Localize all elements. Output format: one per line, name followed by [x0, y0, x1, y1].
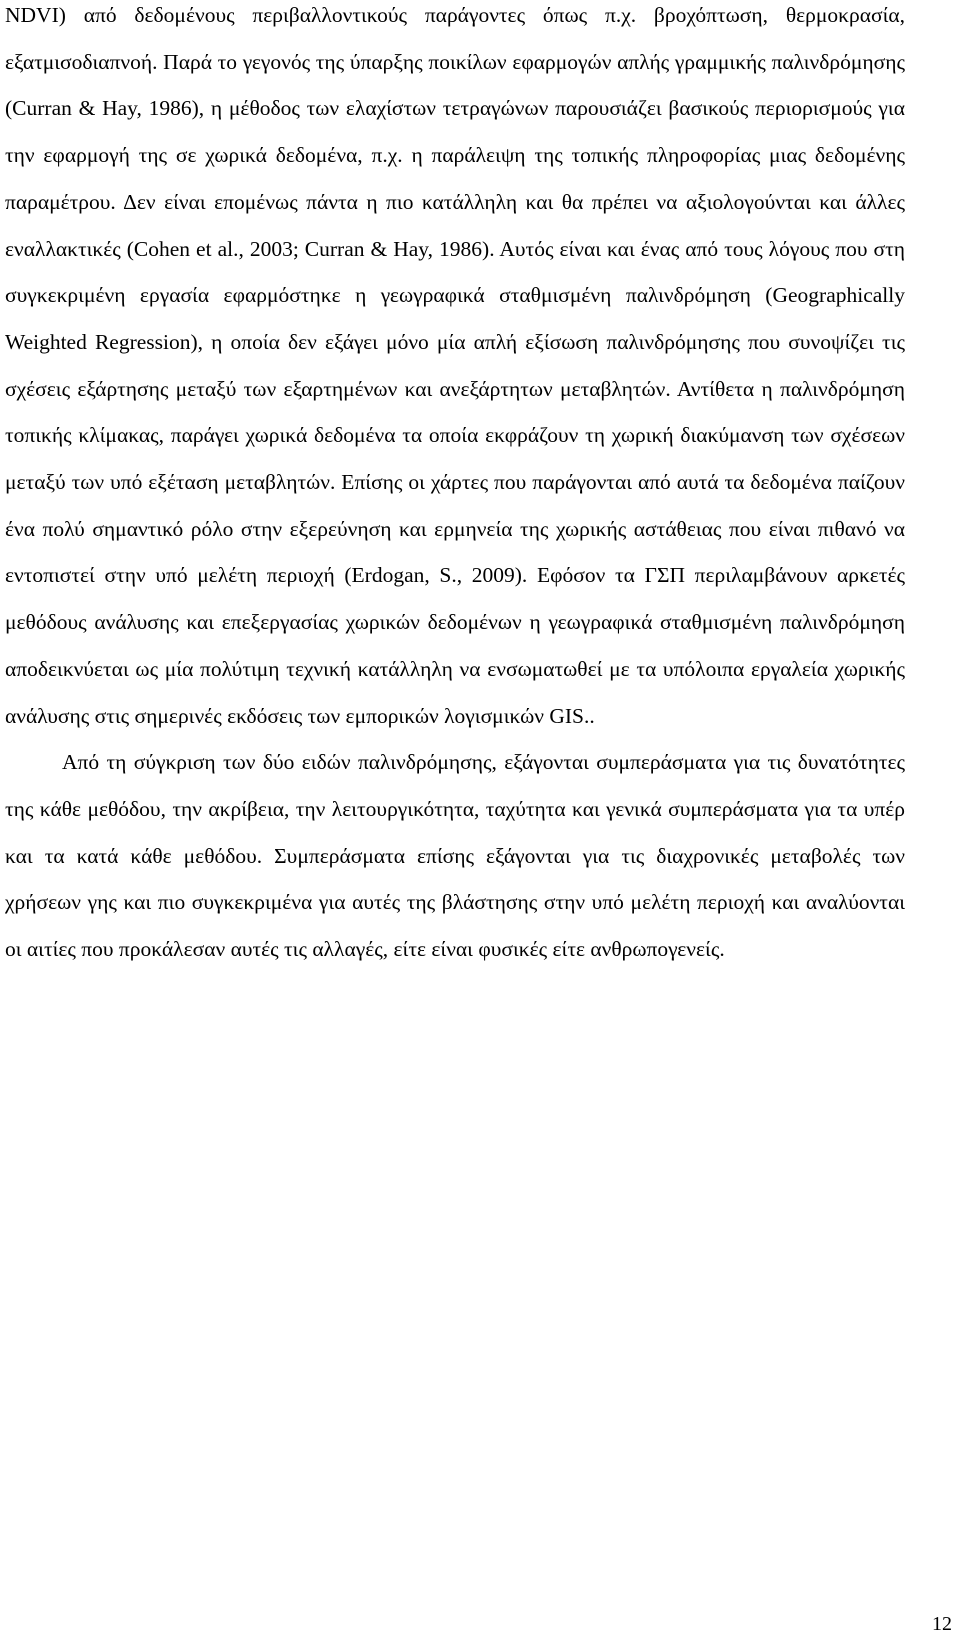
paragraph-regression-comparison: Από τη σύγκριση των δύο ειδών παλινδρόμησης, εξάγονται συμπεράσματα για τις δυνατότητες της κάθε μεθόδου, την ακρίβεια, την λειτουργικότητα, ταχύτητα και γενικά συμπεράσματα για τα υπέρ και τα κατά κάθε μεθόδου. Συμπεράσματα επίσης εξάγονται για τις διαχρονικές μεταβολές των χρήσεων γης και πιο συγκεκριμένα για αυτές της βλάστησης στην υπό μελέτη περιοχή και αναλύονται οι αιτίες που προκάλεσαν αυτές τις αλλαγές, είτε είναι φυσικές είτε ανθρωπογενείς.	[5, 750, 905, 962]
body-text	[5, 0, 905, 973]
paragraph-gwr-methodology: NDVI) από δεδομένους περιβαλλοντικούς παράγοντες όπως π.χ. βροχόπτωση, θερμοκρασία, εξατμισοδιαπνοή. Παρά το γεγονός της ύπαρξης ποικίλων εφαρμογών απλής γραμμικής παλινδρόμησης (Curran & Hay, 1986), η μέθοδος των ελαχίστων τετραγώνων παρουσιάζει βασικούς περιορισμούς για την εφαρμογή της σε χωρικά δεδομένα, π.χ. η παράλειψη της τοπικής πληροφορίας μιας δεδομένης παραμέτρου. Δεν είναι επομένως πάντα η πιο κατάλληλη και θα πρέπει να αξιολογούνται και άλλες εναλλακτικές (Cohen et al., 2003; Curran & Hay, 1986). Αυτός είναι και ένας από τους λόγους που στη συγκεκριμένη εργασία εφαρμόστηκε η γεωγραφικά σταθμισμένη παλινδρόμηση (Geographically Weighted Regression), η οποία δεν εξάγει μόνο μία απλή εξίσωση παλινδρόμησης που συνοψίζει τις σχέσεις εξάρτησης μεταξύ των εξαρτημένων και ανεξάρτητων μεταβλητών. Αντίθετα η παλινδρόμηση τοπικής κλίμακας, παράγει χωρικά δεδομένα τα οποία εκφράζουν τη χωρική διακύμανση των σχέσεων μεταξύ των υπό εξέταση μεταβλητών. Επίσης οι χάρτες που παράγονται από αυτά τα δεδομένα παίζουν ένα πολύ σημαντικό ρόλο στην εξερεύνηση και ερμηνεία της χωρικής αστάθειας που είναι πιθανό να εντοπιστεί στην υπό μελέτη περιοχή (Erdogan, S., 2009). Εφόσον τα ΓΣΠ περιλαμβάνουν αρκετές μεθόδους ανάλυσης και επεξεργασίας χωρικών δεδομένων η γεωγραφικά σταθμισμένη παλινδρόμηση αποδεικνύεται ως μία πολύτιμη τεχνική κατάλληλη να ενσωματωθεί με τα υπόλοιπα εργαλεία χωρικής ανάλυσης στις σημερινές εκδόσεις των εμπορικών λογισμικών GIS..	[5, 3, 905, 728]
page-number: 12	[932, 1613, 952, 1635]
